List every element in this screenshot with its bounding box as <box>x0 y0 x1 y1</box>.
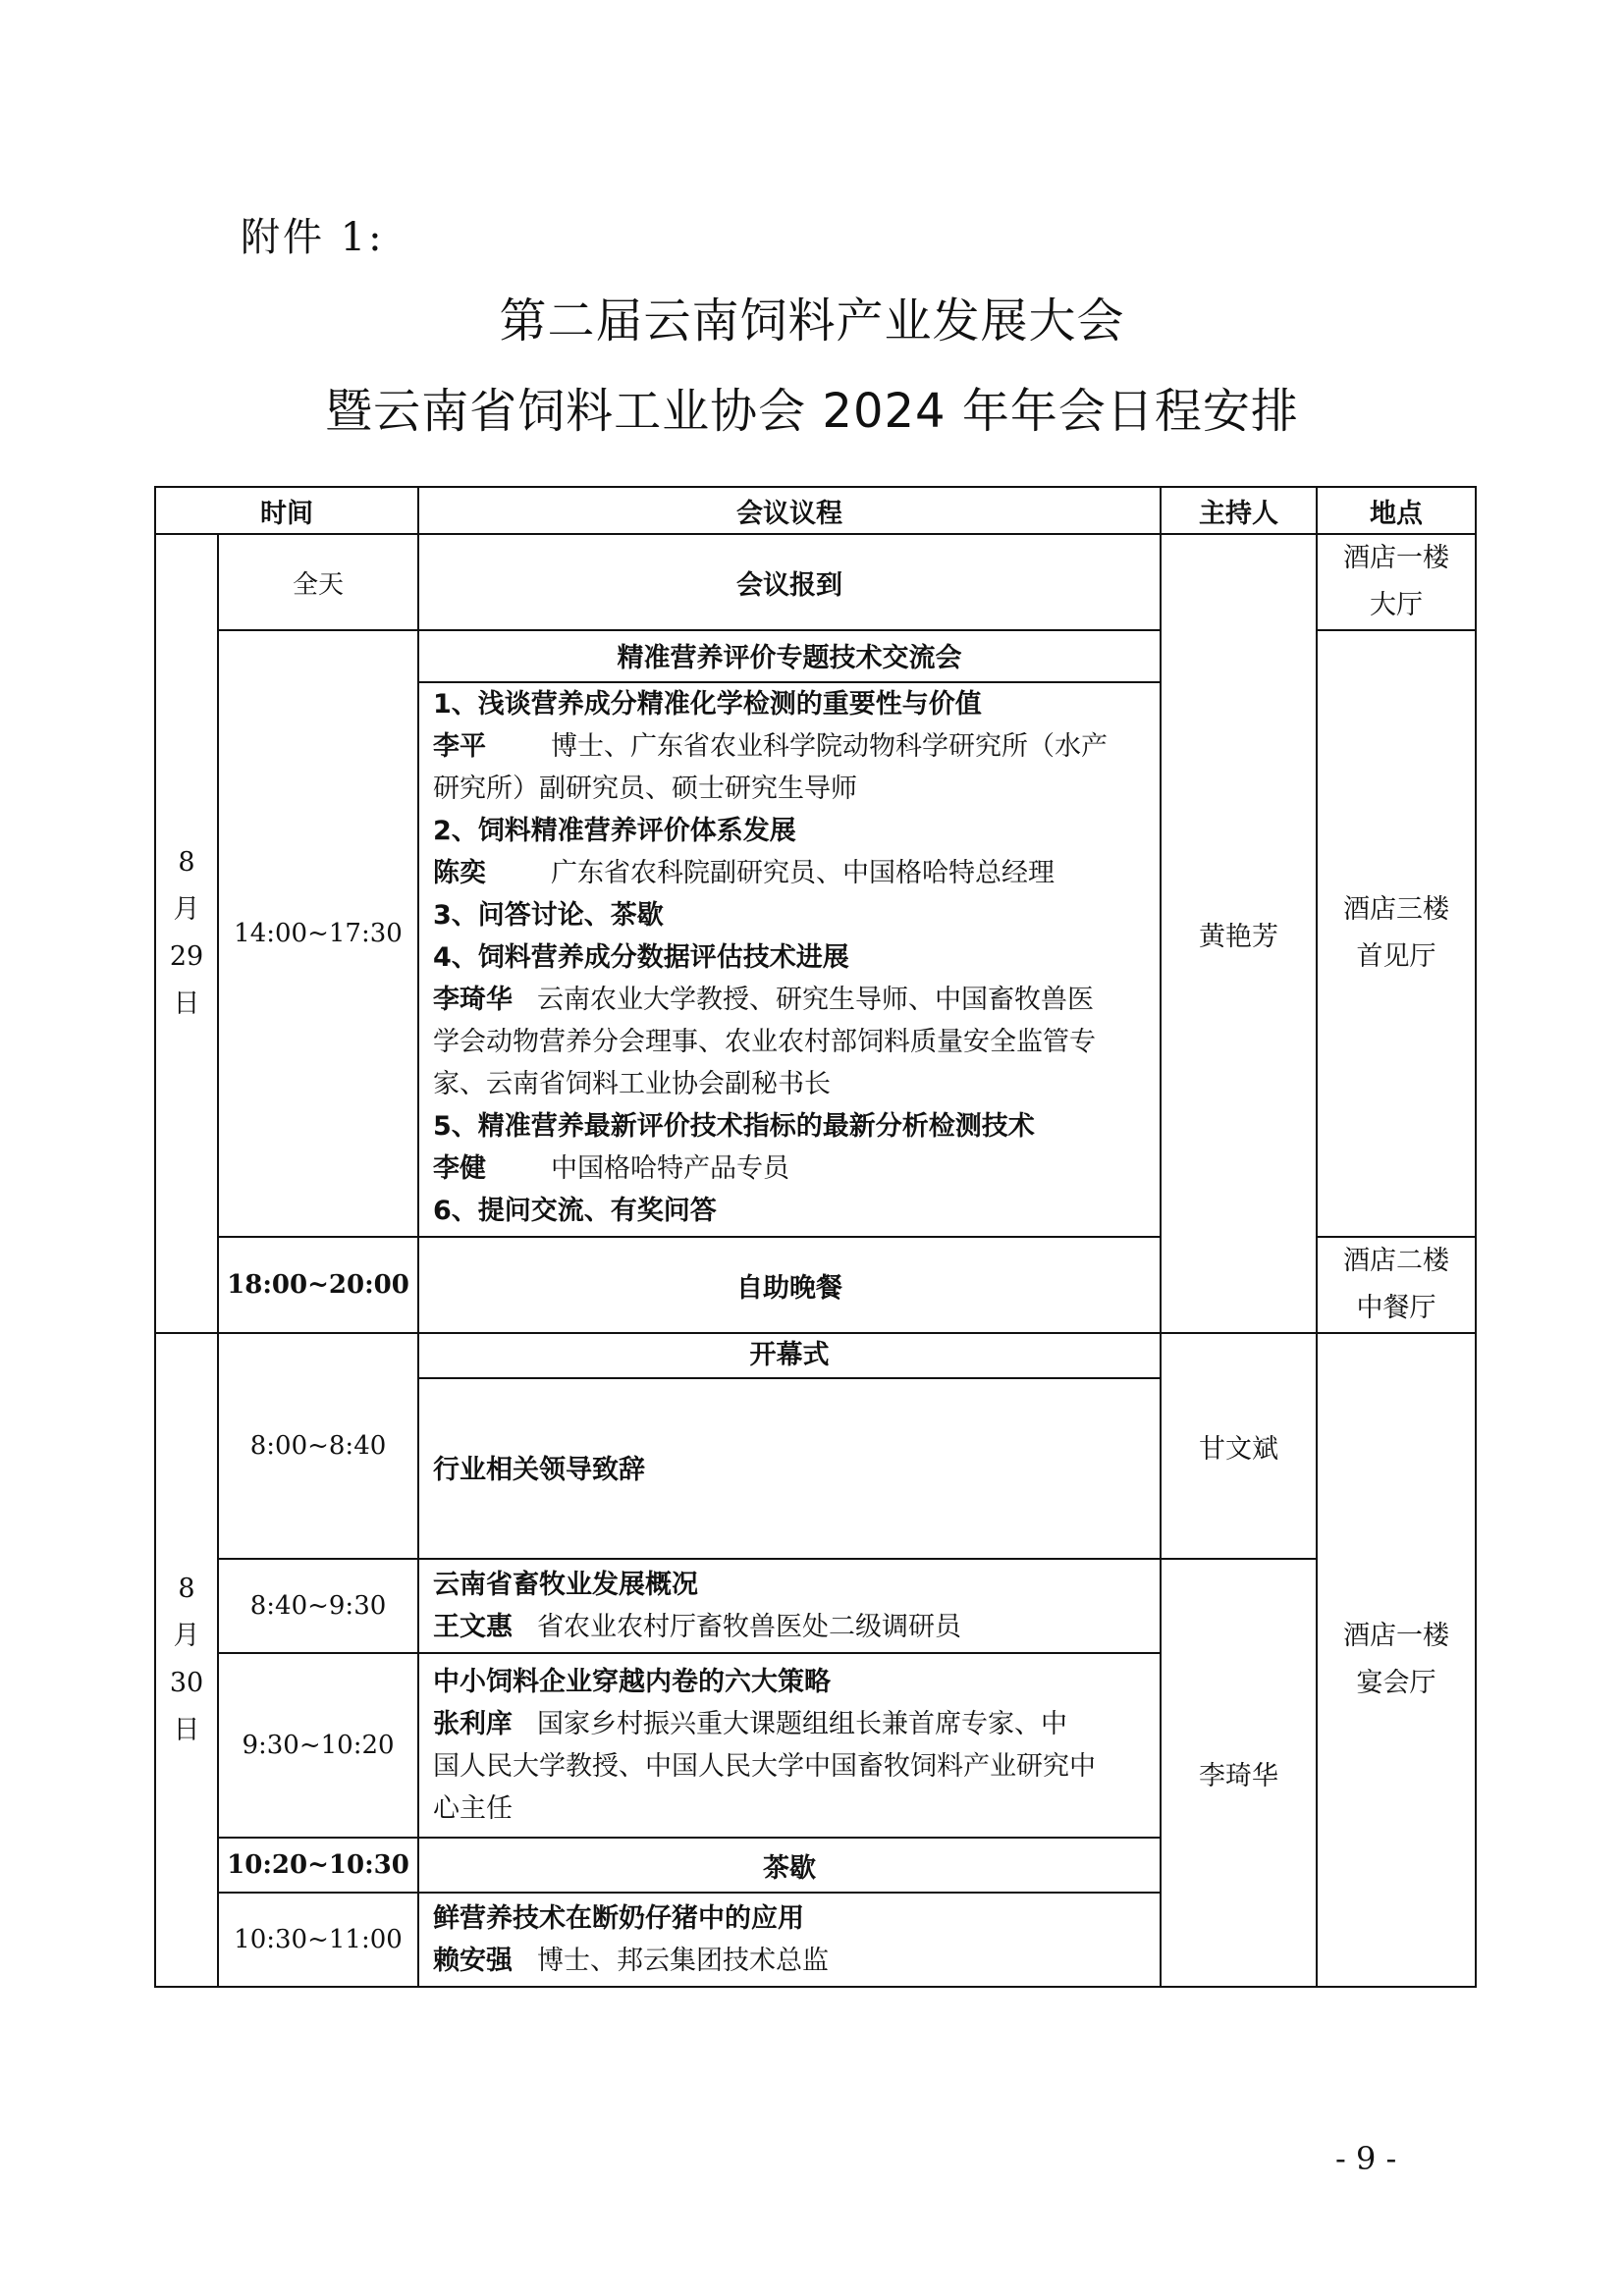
agenda-cell <box>418 1333 1161 1559</box>
speaker-desc: 国人民大学教授、中国人民大学中国畜牧饲料产业研究中 <box>433 1751 1096 1782</box>
agenda-cell <box>418 630 1161 1237</box>
page-title-line1: 第二届云南饲料产业发展大会 <box>499 294 1125 348</box>
speaker-desc: 博士、邦云集团技术总监 <box>537 1946 829 1976</box>
page-title-line2: 暨云南省饲料工业协会 2024 年年会日程安排 <box>325 384 1299 439</box>
speaker-desc: 国家乡村振兴重大课题组组长兼首席专家、中 <box>537 1709 1067 1739</box>
time-cell: 全天 <box>218 534 418 630</box>
time-cell: 8:40~9:30 <box>218 1559 418 1653</box>
header-agenda: 会议议程 <box>418 487 1161 534</box>
agenda-item: 2、饲料精准营养评价体系发展 <box>433 816 796 846</box>
speaker-desc: 研究所）副研究员、硕士研究生导师 <box>433 774 857 804</box>
agenda-item: 5、精准营养最新评价技术指标的最新分析检测技术 <box>433 1111 1035 1142</box>
time-cell: 8:00~8:40 <box>218 1333 418 1559</box>
speaker-name: 陈奕 <box>433 858 486 888</box>
time-cell: 14:00~17:30 <box>218 630 418 1237</box>
agenda-item: 6、提问交流、有奖问答 <box>433 1196 717 1226</box>
speaker-desc: 云南农业大学教授、研究生导师、中国畜牧兽医 <box>537 985 1094 1015</box>
time-cell: 9:30~10:20 <box>218 1653 418 1838</box>
speaker-name: 李平 <box>433 731 486 762</box>
agenda-cell: 茶歇 <box>418 1838 1161 1893</box>
agenda-cell: 自助晚餐 <box>418 1237 1161 1333</box>
agenda-cell: 会议报到 <box>418 534 1161 630</box>
attachment-label: 附件 1: <box>241 215 385 260</box>
agenda-cell <box>418 1893 1161 1987</box>
host-cell: 甘文斌 <box>1161 1333 1317 1559</box>
table-row <box>155 534 1476 630</box>
speaker-name: 李琦华 <box>433 985 513 1015</box>
agenda-item: 云南省畜牧业发展概况 <box>433 1570 698 1600</box>
speaker-name: 王文惠 <box>433 1612 513 1642</box>
time-cell: 10:30~11:00 <box>218 1893 418 1987</box>
agenda-cell <box>418 1559 1161 1653</box>
speaker-name: 赖安强 <box>433 1946 513 1976</box>
speaker-desc: 博士、广东省农业科学院动物科学研究所（水产 <box>551 731 1108 762</box>
table-row <box>155 1333 1476 1559</box>
table-header-row <box>155 487 1476 534</box>
location-cell: 酒店三楼 首见厅 <box>1317 630 1476 1237</box>
speaker-desc: 中国格哈特产品专员 <box>551 1153 789 1184</box>
date-cell-29: 8 月 29 日 <box>155 534 218 1333</box>
header-time: 时间 <box>155 487 418 534</box>
location-cell: 酒店一楼 宴会厅 <box>1317 1333 1476 1987</box>
date-cell-30: 8 月 30 日 <box>155 1333 218 1987</box>
speaker-desc: 家、云南省饲料工业协会副秘书长 <box>433 1069 831 1099</box>
speaker-name: 张利庠 <box>433 1709 513 1739</box>
page-number: - 9 - <box>1335 2140 1397 2177</box>
time-cell: 18:00~20:00 <box>218 1237 418 1333</box>
agenda-cell <box>418 1653 1161 1838</box>
speaker-desc: 广东省农科院副研究员、中国格哈特总经理 <box>551 858 1055 888</box>
agenda-heading: 开幕式 <box>419 1334 1160 1379</box>
agenda-item: 4、饲料营养成分数据评估技术进展 <box>433 942 849 973</box>
host-cell: 李琦华 <box>1161 1559 1317 1987</box>
speaker-name: 李健 <box>433 1153 486 1184</box>
time-cell: 10:20~10:30 <box>218 1838 418 1893</box>
table-row <box>155 1559 1476 1653</box>
schedule-table <box>154 486 1477 1988</box>
location-cell: 酒店一楼 大厅 <box>1317 534 1476 630</box>
speaker-desc: 学会动物营养分会理事、农业农村部饲料质量安全监管专 <box>433 1027 1096 1057</box>
host-cell: 黄艳芳 <box>1161 534 1317 1333</box>
agenda-item: 鲜营养技术在断奶仔猪中的应用 <box>433 1903 804 1934</box>
header-host: 主持人 <box>1161 487 1317 534</box>
header-location: 地点 <box>1317 487 1476 534</box>
agenda-item: 中小饲料企业穿越内卷的六大策略 <box>433 1667 831 1697</box>
agenda-item: 3、问答讨论、茶歇 <box>433 900 664 931</box>
agenda-item: 行业相关领导致辞 <box>433 1455 645 1485</box>
speaker-desc: 心主任 <box>433 1793 513 1824</box>
agenda-heading: 精准营养评价专题技术交流会 <box>419 635 1160 683</box>
agenda-item: 1、浅谈营养成分精准化学检测的重要性与价值 <box>433 689 982 720</box>
location-cell: 酒店二楼 中餐厅 <box>1317 1237 1476 1333</box>
speaker-desc: 省农业农村厅畜牧兽医处二级调研员 <box>537 1612 961 1642</box>
